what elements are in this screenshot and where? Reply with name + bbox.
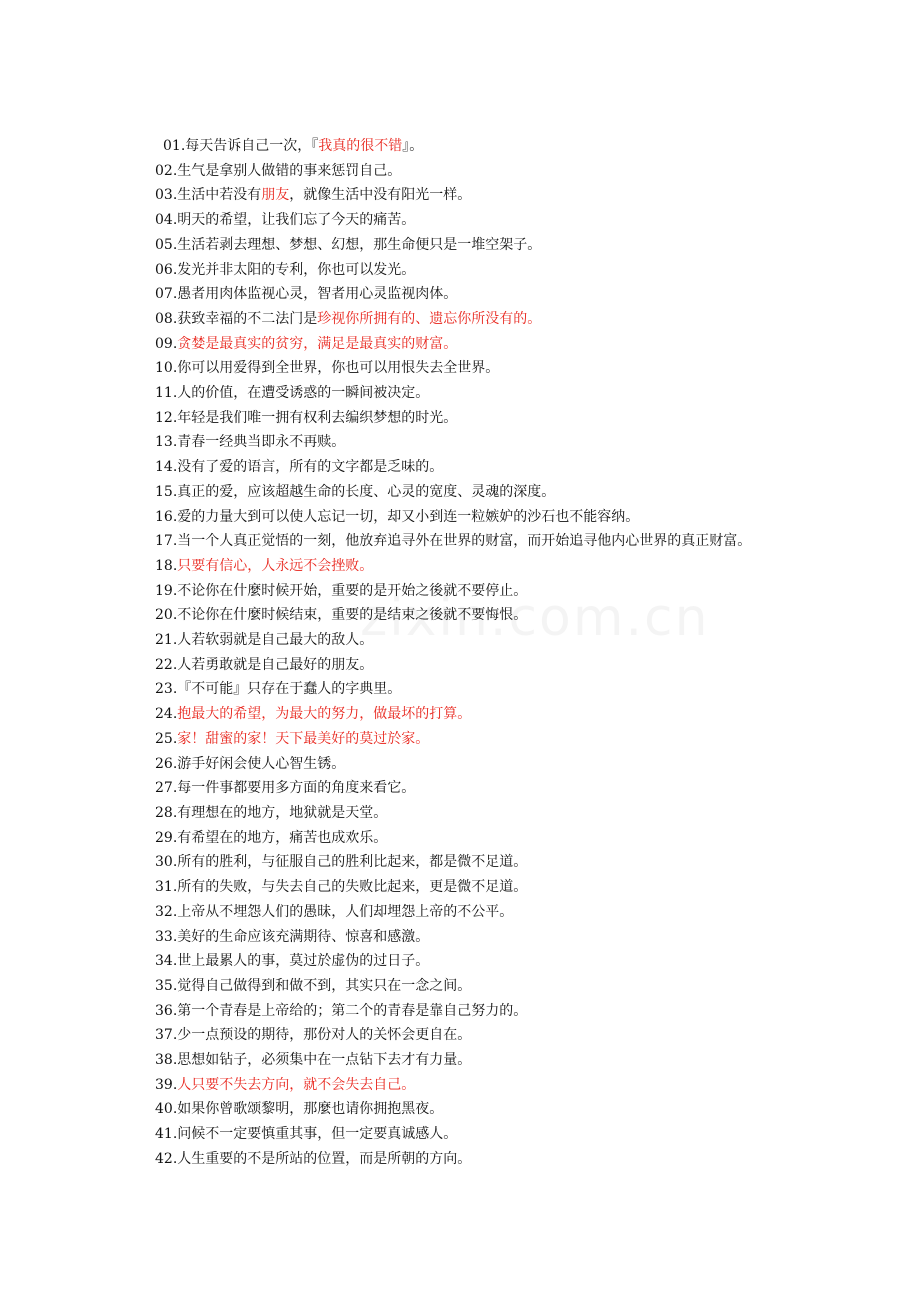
quote-text: 25. [155, 730, 178, 747]
quote-text: 29.有希望在的地方，痛苦也成欢乐。 [155, 829, 388, 846]
quote-line [129, 455, 789, 480]
quote-line [129, 159, 789, 184]
quote-text: 21.人若软弱就是自己最大的敌人。 [155, 632, 374, 649]
quote-line [129, 900, 789, 925]
quote-text: 38.思想如钻子，必须集中在一点钻下去才有力量。 [155, 1052, 472, 1069]
quote-text: 04.明天的希望，让我们忘了今天的痛苦。 [155, 212, 416, 229]
quote-line [129, 233, 789, 258]
quote-text: 26.游手好闲会使人心智生锈。 [155, 755, 346, 772]
quote-text: 20.不论你在什麼时候结束，重要的是结束之後就不要悔恨。 [155, 607, 528, 624]
quote-text: 19.不论你在什麼时候开始，重要的是开始之後就不要停止。 [155, 582, 528, 599]
quote-line [129, 430, 789, 455]
quote-text: 08.获致幸福的不二法门是 [155, 310, 318, 327]
quote-line [129, 752, 789, 777]
quote-text: 03.生活中若没有 [155, 187, 262, 204]
quote-line [129, 999, 789, 1024]
highlighted-text: 贪婪是最真实的贫穷，满足是最真实的财富。 [177, 335, 458, 352]
quote-text: 07.愚者用肉体监视心灵，智者用心灵监视肉体。 [155, 286, 458, 303]
quote-line [129, 381, 789, 406]
quote-text: 40.如果你曾歌颂黎明，那麼也请你拥抱黑夜。 [155, 1101, 444, 1118]
quote-line [129, 776, 789, 801]
quote-text: 24. [155, 706, 178, 723]
quote-line [129, 1023, 789, 1048]
quote-line [129, 727, 789, 752]
quote-line [129, 850, 789, 875]
quote-line [129, 208, 789, 233]
quote-line [129, 1097, 789, 1122]
quote-text: 37.少一点预设的期待，那份对人的关怀会更自在。 [155, 1027, 472, 1044]
quote-text: 01.每天告诉自己一次，『 [163, 138, 319, 154]
quote-text: 23.『不可能』只存在于蠢人的字典里。 [155, 681, 402, 698]
highlighted-text: 珍视你所拥有的、遗忘你所没有的。 [317, 310, 542, 327]
quote-line [129, 554, 789, 579]
quote-line [129, 505, 789, 530]
highlighted-text: 只要有信心，人永远不会挫败。 [177, 557, 374, 574]
quote-text: 35.觉得自己做得到和做不到，其实只在一念之间。 [155, 977, 472, 994]
quote-list [129, 134, 789, 1172]
quote-text: 02.生气是拿别人做错的事来惩罚自己。 [155, 162, 402, 179]
quote-text: 31.所有的失败，与失去自己的失败比起来，更是微不足道。 [155, 879, 528, 896]
quote-line [129, 826, 789, 851]
quote-line [129, 974, 789, 999]
quote-line [129, 949, 789, 974]
highlighted-text: 抱最大的希望，为最大的努力，做最坏的打算。 [177, 706, 472, 723]
highlighted-text: 人只要不失去方向，就不会失去自己。 [177, 1076, 416, 1093]
quote-text: 41.问候不一定要慎重其事，但一定要真诚感人。 [155, 1126, 458, 1143]
quote-line [129, 307, 789, 332]
quote-text: 12.年轻是我们唯一拥有权利去编织梦想的时光。 [155, 409, 458, 426]
quote-text: 17.当一个人真正觉悟的一刻，他放弃追寻外在世界的财富，而开始追寻他内心世界的真正财富。 [155, 533, 752, 550]
quote-text: 05.生活若剥去理想、梦想、幻想，那生命便只是一堆空架子。 [155, 236, 542, 253]
quote-line [129, 282, 789, 307]
quote-line [129, 875, 789, 900]
quote-text: 16.爱的力量大到可以使人忘记一切，却又小到连一粒嫉妒的沙石也不能容纳。 [155, 508, 640, 525]
quote-line [129, 677, 789, 702]
quote-text: 15.真正的爱，应该超越生命的长度、心灵的宽度、灵魂的深度。 [155, 483, 556, 500]
quote-line [129, 628, 789, 653]
quote-line [129, 356, 789, 381]
quote-text: 06.发光并非太阳的专利，你也可以发光。 [155, 261, 416, 278]
quote-text: 30.所有的胜利，与征服自己的胜利比起来，都是微不足道。 [155, 854, 528, 871]
quote-text: ，就像生活中没有阳光一样。 [289, 187, 472, 204]
quote-line [129, 332, 789, 357]
quote-text: 27.每一件事都要用多方面的角度来看它。 [155, 780, 416, 797]
quote-text: 11.人的价值，在遭受诱惑的一瞬间被决定。 [155, 385, 430, 402]
quote-text: 22.人若勇敢就是自己最好的朋友。 [155, 656, 374, 673]
quote-line [129, 1048, 789, 1073]
quote-line [129, 1122, 789, 1147]
quote-line [129, 603, 789, 628]
quote-text: 42.人生重要的不是所站的位置，而是所朝的方向。 [155, 1150, 472, 1167]
quote-line [129, 1147, 789, 1172]
quote-line [129, 702, 789, 727]
highlighted-text: 我真的很不错 [318, 138, 403, 154]
quote-text: 10.你可以用爱得到全世界，你也可以用恨失去全世界。 [155, 360, 500, 377]
quote-text: 14.没有了爱的语言，所有的文字都是乏味的。 [155, 459, 444, 476]
quote-text: 13.青春一经典当即永不再赎。 [155, 434, 346, 451]
quote-line [129, 406, 789, 431]
quote-line [129, 480, 789, 505]
quote-text: 39. [155, 1076, 178, 1093]
quote-text: 36.第一个青春是上帝给的；第二个的青春是靠自己努力的。 [155, 1002, 528, 1019]
quote-line [129, 579, 789, 604]
quote-text: 28.有理想在的地方，地狱就是天堂。 [155, 804, 388, 821]
quote-line [129, 1073, 789, 1098]
quote-text: 18. [155, 557, 178, 574]
highlighted-text: 朋友 [261, 187, 290, 204]
quote-text: 』。 [402, 138, 424, 154]
quote-text: 09. [155, 335, 178, 352]
highlighted-text: 家！甜蜜的家！天下最美好的莫过於家。 [177, 730, 430, 747]
quote-line [129, 258, 789, 283]
quote-text: 32.上帝从不埋怨人们的愚昧，人们却埋怨上帝的不公平。 [155, 903, 514, 920]
quote-line [129, 801, 789, 826]
quote-line [129, 134, 789, 159]
quote-text: 34.世上最累人的事，莫过於虚伪的过日子。 [155, 953, 430, 970]
quote-text: 33.美好的生命应该充满期待、惊喜和感激。 [155, 928, 430, 945]
quote-line [129, 653, 789, 678]
quote-line [129, 529, 789, 554]
quote-line [129, 183, 789, 208]
quote-line [129, 925, 789, 950]
